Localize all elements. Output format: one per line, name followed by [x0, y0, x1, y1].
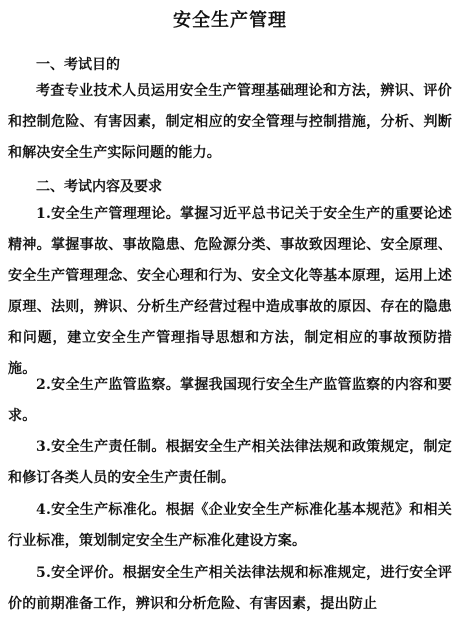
- paragraph-exam-purpose: 考查专业技术人员运用安全生产管理基础理论和方法，辨识、评价和控制危险、有害因素，制定相应的安全管理与控制措施，分析、判断和解决安全生产实际问题的能力。: [8, 83, 452, 161]
- paragraph-item-5: 5.安全评价。根据安全生产相关法律法规和标准规定，进行安全评价的前期准备工作，辨识和分析危险、有害因素，提出防止: [8, 565, 452, 612]
- paragraph-item-1: 1.安全生产管理理论。掌握习近平总书记关于安全生产的重要论述精神。掌握事故、事故隐患、危险源分类、事故致因理论、安全原理、安全生产管理理念、安全心理和行为、安全文化等基本原理，运用上述原理、法则，辨识、分析生产经营过程中造成事故的原因、存在的隐患和问题，建立安全生产管理指导思想和方法，制定相应的事故预防措施。: [8, 206, 452, 377]
- paragraph-item-4: 4.安全生产标准化。根据《企业安全生产标准化基本规范》和相关行业标准，策划制定安全生产标准化建设方案。: [8, 502, 452, 549]
- section-heading-exam-content: 二、考试内容及要求: [36, 179, 162, 195]
- section-heading-exam-purpose: 一、考试目的: [36, 57, 120, 73]
- paragraph-item-3: 3.安全生产责任制。根据安全生产相关法律法规和政策规定，制定和修订各类人员的安全生产责任制。: [8, 439, 452, 486]
- document-title: 安全生产管理: [173, 10, 287, 31]
- paragraph-item-2: 2.安全生产监管监察。掌握我国现行安全生产监管监察的内容和要求。: [8, 377, 452, 424]
